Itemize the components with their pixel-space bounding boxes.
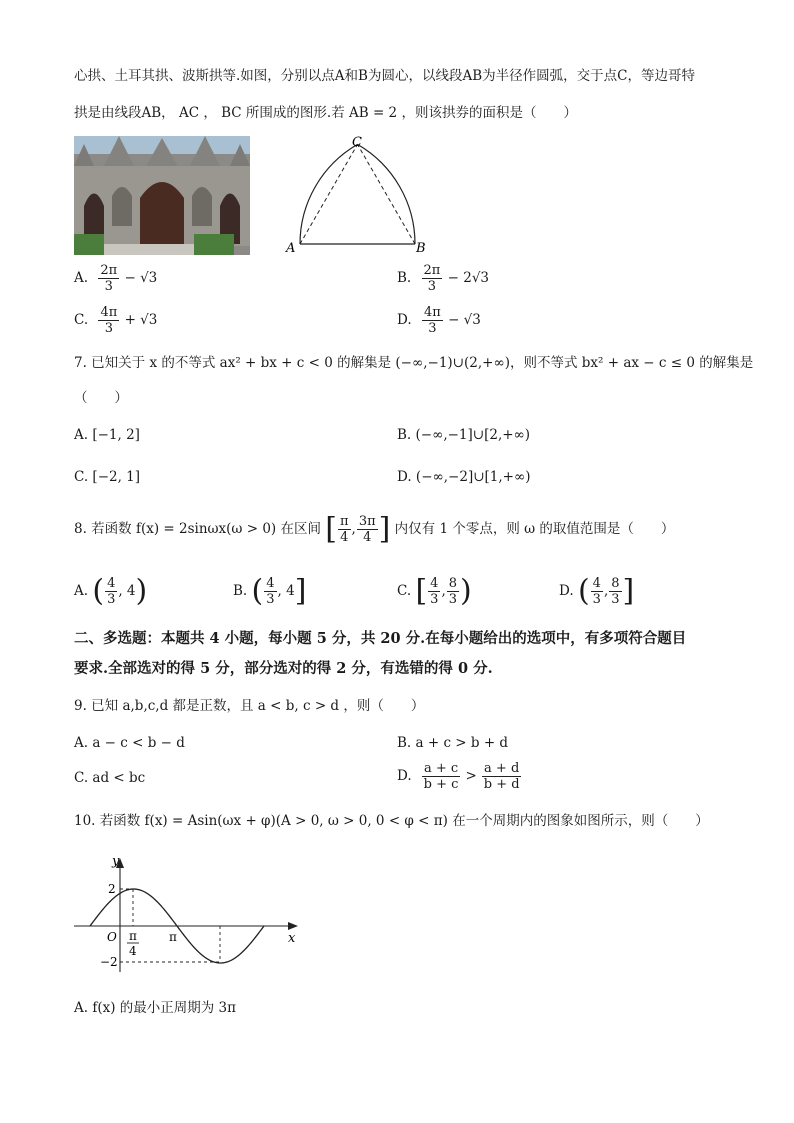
q8-stem: 8. 若函数 f(x) = 2sinωx(ω > 0) 在区间 [ $\frac{\pi}{4}$ , $\frac{3\pi}{4}$ ] 内仅有 1 个零点，则 ω 的取值范围是（ ） <box>74 511 675 547</box>
q6-option-c[interactable]: C. $\frac{4\pi}{3}$ + √3 <box>74 305 158 336</box>
q7-option-b[interactable]: B. (−∞,−1]∪[2,+∞) <box>397 427 531 443</box>
section2-heading-line2: 要求.全部选对的得 5 分，部分选对的得 2 分，有选错的得 0 分. <box>74 660 493 677</box>
label-a: A <box>286 241 296 256</box>
q9-option-c[interactable]: C. ad < bc <box>74 770 146 786</box>
label-b: B <box>416 241 426 256</box>
q6-stem-line2: 拱是由线段AB， AC ， BC 所围成的图形.若 AB = 2 ，则该拱券的面积是（ ） <box>74 105 577 121</box>
tick-pi: π <box>169 930 177 944</box>
tick-pi-over-4-num: π <box>129 929 137 943</box>
q6-option-a[interactable]: A. $\frac{2\pi}{3}$ − √3 <box>74 263 158 294</box>
q9-option-d[interactable]: D. $\frac{a + c}{b + c}$ > $\frac{a + d}{b + d}$ <box>397 761 520 792</box>
q10-sine-graph <box>72 852 304 974</box>
q10-option-a[interactable]: A. f(x) 的最小正周期为 3π <box>74 1000 237 1016</box>
origin-label: O <box>107 930 117 944</box>
q7-option-a[interactable]: A. [−1, 2] <box>74 427 140 443</box>
q7-option-d[interactable]: D. (−∞,−2]∪[1,+∞) <box>397 469 531 485</box>
label-c: C <box>352 135 362 150</box>
tick-y-neg2: −2 <box>100 955 118 969</box>
gothic-arch-figure <box>280 134 430 258</box>
axis-y-label: y <box>112 854 120 869</box>
q7-stem-line1: 7. 已知关于 x 的不等式 ax² + bx + c < 0 的解集是 (−∞,−1)∪(2,+∞)，则不等式 bx² + ax − c ≤ 0 的解集是 <box>74 355 754 371</box>
q7-stem-line2: （ ） <box>74 390 128 406</box>
gothic-church-photo <box>74 136 250 255</box>
tick-y-2: 2 <box>108 882 116 896</box>
q8-option-a[interactable]: A. ( $\frac{4}{3}$ , 4) <box>74 573 148 609</box>
q8-option-c[interactable]: C. [ $\frac{4}{3}$ , $\frac{8}{3}$ ) <box>397 573 472 609</box>
q8-option-b[interactable]: B. ( $\frac{4}{3}$ , 4] <box>233 573 307 609</box>
q9-stem: 9. 已知 a,b,c,d 都是正数，且 a < b, c > d ，则（ ） <box>74 698 425 714</box>
q9-option-a[interactable]: A. a − c < b − d <box>74 735 185 751</box>
q8-option-d[interactable]: D. ( $\frac{4}{3}$ , $\frac{8}{3}$ ] <box>559 573 635 609</box>
q7-option-c[interactable]: C. [−2, 1] <box>74 469 141 485</box>
section2-heading-line1: 二、多选题：本题共 4 小题，每小题 5 分，共 20 分.在每小题给出的选项中，有多项符合题目 <box>74 630 687 647</box>
tick-pi-over-4-den: 4 <box>129 944 137 958</box>
q10-stem: 10. 若函数 f(x) = Asin(ωx + φ)(A > 0, ω > 0, 0 < φ < π) 在一个周期内的图象如图所示，则（ ） <box>74 813 709 829</box>
q6-option-d[interactable]: D. $\frac{4\pi}{3}$ − √3 <box>397 305 481 336</box>
q6-option-b[interactable]: B. $\frac{2\pi}{3}$ − 2√3 <box>397 263 490 294</box>
q6-stem-line1: 心拱、土耳其拱、波斯拱等.如图，分别以点A和B为圆心，以线段AB为半径作圆弧，交于点C，等边哥特 <box>74 68 695 84</box>
q9-option-b[interactable]: B. a + c > b + d <box>397 735 509 751</box>
axis-x-label: x <box>288 931 296 946</box>
